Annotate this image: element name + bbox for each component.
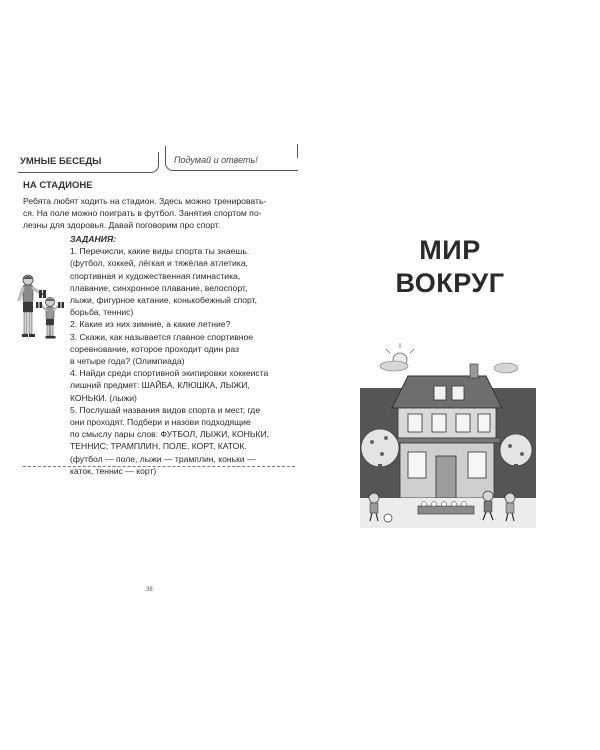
chapter-title-line: ВОКРУГ (395, 268, 505, 298)
balcony (394, 438, 500, 443)
task-line: лыжи, фигурное катание, конькобежный спорт, (70, 295, 258, 306)
ground-window (468, 452, 486, 478)
upper-window (432, 414, 446, 432)
task-line: 3. Скажи, как называется главное спортивное (70, 331, 254, 342)
upper-window (456, 414, 470, 432)
house-roof (392, 376, 502, 408)
child-athlete (36, 298, 64, 339)
task-line: спортивная и художественная гимнастика, (70, 270, 241, 281)
task-line: (футбол — поле, лыжи — трамплин, коньки — (70, 453, 256, 464)
think-answer-tab (165, 146, 298, 171)
task-line: 5. Послушай названия видов спорта и мест, где (70, 404, 261, 415)
page-number: 38 (146, 587, 153, 593)
attic-window (452, 386, 464, 400)
athletes-illustration (14, 272, 70, 342)
section-header-label: УМНЫЕ БЕСЕДЫ (20, 156, 102, 167)
flower-bed (418, 506, 474, 514)
upper-window (408, 414, 422, 432)
task-line: соревнование, которое проходит один раз (70, 343, 239, 354)
tasks-block (70, 233, 295, 477)
house-illustration (360, 338, 536, 528)
cloud-icon (494, 363, 518, 373)
front-door (436, 456, 456, 498)
task-line: 2. Какие из них зимние, а какие летние? (70, 319, 231, 330)
task-line: каток, теннис — корт) (70, 465, 157, 476)
stadium-title: НА СТАДИОНЕ (23, 180, 93, 191)
upper-window (478, 414, 490, 432)
task-line: борьба, теннис) (70, 307, 134, 318)
intro-line: лезны для здоровья. Давай поговорим про спорт. (23, 220, 221, 230)
task-line: они проходят. Подбери и назови подходящие (70, 417, 251, 428)
task-line: (футбол, хоккей, лёгкая и тяжёлая атлетика, (70, 258, 248, 269)
chapter-title (300, 234, 600, 300)
task-line: в четыре года? (Олимпиада) (70, 356, 185, 367)
attic-window (434, 386, 446, 400)
chapter-title-line: МИР (419, 235, 481, 265)
task-line: по смыслу пары слов: ФУТБОЛ, ЛЫЖИ, КОНЬКИ, (70, 429, 270, 440)
task-line: ТЕННИС; ТРАМПЛИН, ПОЛЕ, КОРТ, КАТОК. (70, 441, 247, 452)
chimney (470, 364, 478, 378)
dotted-divider (23, 466, 295, 467)
task-line: лишний предмет: ШАЙБА, КЛЮШКА, ЛЫЖИ, (70, 380, 250, 391)
intro-line: ся. На поле можно поиграть в футбол. Занятия спортом по- (23, 208, 262, 218)
task-line: плавание, синхронное плавание, велоспорт, (70, 282, 248, 293)
intro-line: Ребята любят ходить на стадион. Здесь можно тренировать- (23, 196, 267, 206)
right-page (300, 0, 600, 750)
task-line: 1. Перечисли, какие виды спорта ты знаешь. (70, 246, 250, 257)
cloud-icon (380, 361, 408, 371)
think-answer-label: Подумай и ответь! (174, 155, 258, 165)
task-line: 4. Найди среди спортивной экипировки хоккеиста (70, 368, 269, 379)
task-line: КОНЬКИ. (лыжи) (70, 392, 137, 403)
intro-paragraph (23, 195, 298, 231)
ball-icon (384, 514, 392, 522)
tasks-title: ЗАДАНИЯ: (70, 234, 116, 244)
section-header (18, 152, 159, 173)
ground-window (408, 452, 426, 478)
